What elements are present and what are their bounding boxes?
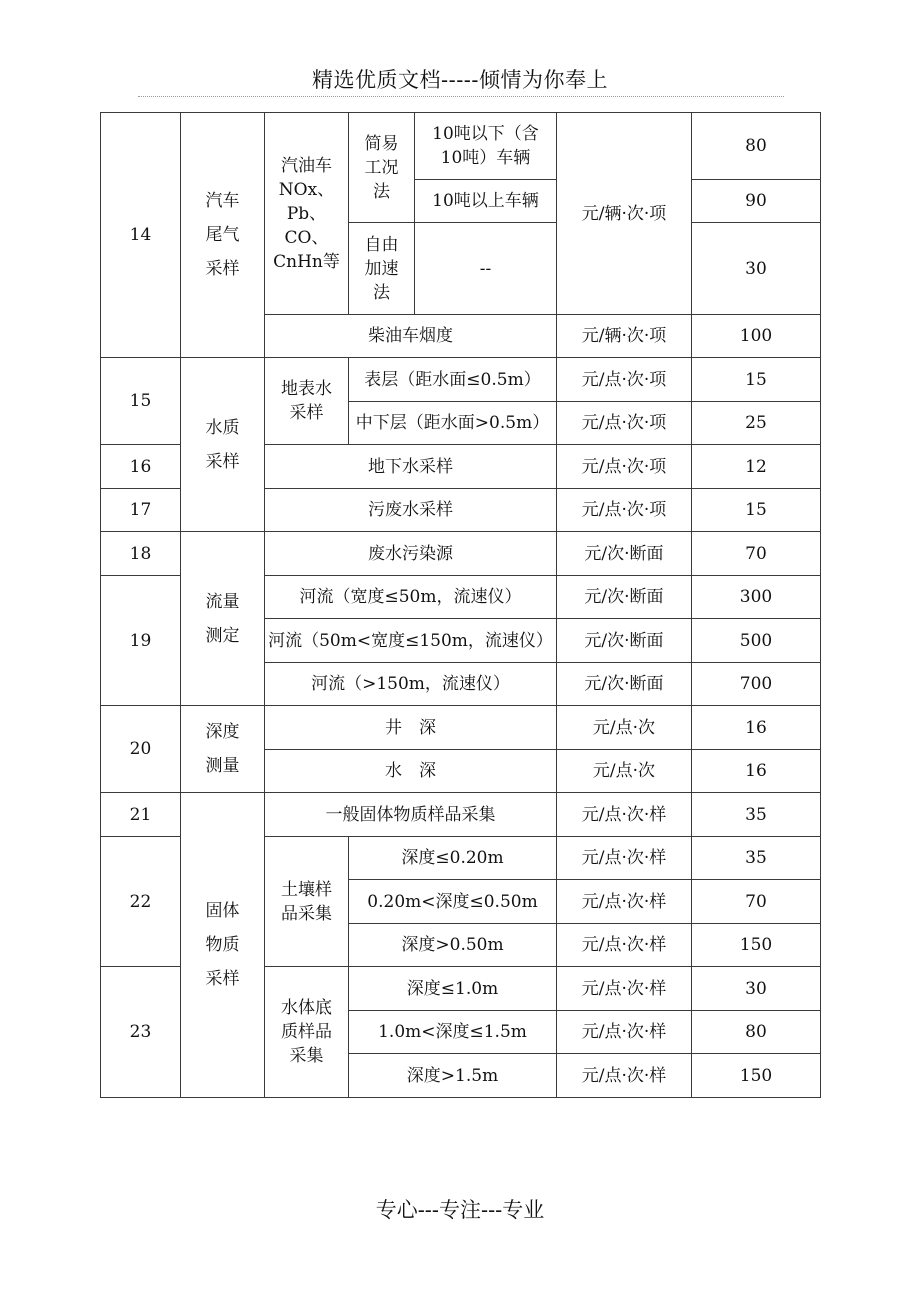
price-cell: 15 bbox=[692, 358, 821, 402]
price-cell: 500 bbox=[692, 619, 821, 663]
table-row bbox=[101, 793, 821, 837]
unit-cell: 元/次·断面 bbox=[557, 663, 692, 706]
item-cell: 中下层（距水面>0.5m） bbox=[349, 402, 557, 445]
item-cell: 0.20m<深度≤0.50m bbox=[349, 880, 557, 924]
price-cell: 150 bbox=[692, 924, 821, 967]
row-number: 20 bbox=[101, 706, 181, 793]
unit-cell: 元/次·断面 bbox=[557, 619, 692, 663]
row-number: 18 bbox=[101, 532, 181, 576]
category-label: 深度测量 bbox=[205, 722, 240, 776]
item-cell: 地下水采样 bbox=[265, 445, 557, 489]
price-cell: 15 bbox=[692, 489, 821, 532]
fee-table bbox=[100, 112, 821, 1098]
item-cell: 河流（宽度≤50m，流速仪） bbox=[265, 576, 557, 619]
unit-cell: 元/点·次 bbox=[557, 706, 692, 750]
page-footer: 专心---专注---专业 bbox=[375, 1198, 545, 1222]
method-label: 自由加速法 bbox=[364, 234, 399, 303]
item-cell: 表层（距水面≤0.5m） bbox=[349, 358, 557, 402]
price-cell: 150 bbox=[692, 1054, 821, 1098]
price-cell: 16 bbox=[692, 750, 821, 793]
category-cell bbox=[181, 793, 265, 1098]
subcategory-label: 水体底质样品采集 bbox=[281, 998, 332, 1066]
table-row bbox=[101, 113, 821, 180]
item-cell: 深度>1.5m bbox=[349, 1054, 557, 1098]
unit-cell: 元/点·次·样 bbox=[557, 924, 692, 967]
method-label: 简易工况法 bbox=[364, 133, 399, 202]
subcategory-label: 土壤样品采集 bbox=[281, 879, 332, 924]
item-cell: 废水污染源 bbox=[265, 532, 557, 576]
price-cell: 70 bbox=[692, 532, 821, 576]
item-cell: 柴油车烟度 bbox=[265, 315, 557, 358]
category-label: 流量测定 bbox=[205, 591, 240, 646]
item-cell: 1.0m<深度≤1.5m bbox=[349, 1011, 557, 1054]
subcategory-cell bbox=[265, 967, 349, 1098]
item-cell bbox=[415, 113, 557, 180]
item-cell: 深度≤1.0m bbox=[349, 967, 557, 1011]
price-cell: 25 bbox=[692, 402, 821, 445]
item-cell: 一般固体物质样品采集 bbox=[265, 793, 557, 837]
row-number: 14 bbox=[101, 113, 181, 358]
item-cell: 污废水采样 bbox=[265, 489, 557, 532]
row-number: 23 bbox=[101, 967, 181, 1098]
subcategory-cell bbox=[265, 358, 349, 445]
unit-cell: 元/次·断面 bbox=[557, 576, 692, 619]
price-cell: 35 bbox=[692, 837, 821, 880]
price-cell: 16 bbox=[692, 706, 821, 750]
price-cell: 700 bbox=[692, 663, 821, 706]
row-number: 17 bbox=[101, 489, 181, 532]
item-label: 10吨以下（含10吨）车辆 bbox=[432, 124, 539, 168]
unit-cell: 元/点·次·项 bbox=[557, 489, 692, 532]
unit-cell: 元/点·次·样 bbox=[557, 793, 692, 837]
table-row bbox=[101, 358, 821, 402]
item-cell: 10吨以上车辆 bbox=[415, 180, 557, 223]
category-label: 汽车尾气采样 bbox=[205, 191, 240, 279]
pollutant-cell bbox=[265, 113, 349, 315]
price-cell: 90 bbox=[692, 180, 821, 223]
item-cell: 深度>0.50m bbox=[349, 924, 557, 967]
price-cell: 300 bbox=[692, 576, 821, 619]
item-cell: 深度≤0.20m bbox=[349, 837, 557, 880]
table-row bbox=[101, 706, 821, 750]
row-number: 19 bbox=[101, 576, 181, 706]
subcategory-label: 地表水采样 bbox=[281, 379, 332, 423]
category-cell bbox=[181, 358, 265, 532]
subcategory-cell bbox=[265, 837, 349, 967]
price-cell: 12 bbox=[692, 445, 821, 489]
page-header: 精选优质文档-----倾情为你奉上 bbox=[312, 68, 608, 92]
unit-cell: 元/次·断面 bbox=[557, 532, 692, 576]
row-number: 21 bbox=[101, 793, 181, 837]
item-cell: 河流（50m<宽度≤150m，流速仪） bbox=[265, 619, 557, 663]
unit-cell: 元/点·次·项 bbox=[557, 445, 692, 489]
price-cell: 80 bbox=[692, 113, 821, 180]
unit-cell: 元/辆·次·项 bbox=[557, 315, 692, 358]
price-cell: 100 bbox=[692, 315, 821, 358]
unit-cell: 元/点·次·样 bbox=[557, 967, 692, 1011]
unit-cell: 元/点·次 bbox=[557, 750, 692, 793]
price-cell: 30 bbox=[692, 223, 821, 315]
category-label: 水质采样 bbox=[205, 417, 240, 472]
price-cell: 70 bbox=[692, 880, 821, 924]
price-cell: 80 bbox=[692, 1011, 821, 1054]
unit-cell: 元/点·次·样 bbox=[557, 1011, 692, 1054]
category-cell bbox=[181, 706, 265, 793]
price-cell: 35 bbox=[692, 793, 821, 837]
category-label: 固体物质采样 bbox=[205, 901, 240, 989]
method-cell bbox=[349, 113, 415, 223]
header-divider bbox=[138, 96, 784, 97]
unit-cell: 元/点·次·样 bbox=[557, 880, 692, 924]
category-cell bbox=[181, 532, 265, 706]
category-cell bbox=[181, 113, 265, 358]
price-cell: 30 bbox=[692, 967, 821, 1011]
item-cell: 井 深 bbox=[265, 706, 557, 750]
row-number: 15 bbox=[101, 358, 181, 445]
unit-cell: 元/点·次·项 bbox=[557, 402, 692, 445]
unit-cell: 元/辆·次·项 bbox=[557, 113, 692, 315]
item-cell: -- bbox=[415, 223, 557, 315]
method-cell bbox=[349, 223, 415, 315]
unit-cell: 元/点·次·样 bbox=[557, 837, 692, 880]
table-row bbox=[101, 532, 821, 576]
unit-cell: 元/点·次·项 bbox=[557, 358, 692, 402]
unit-cell: 元/点·次·样 bbox=[557, 1054, 692, 1098]
item-cell: 河流（>150m，流速仪） bbox=[265, 663, 557, 706]
row-number: 16 bbox=[101, 445, 181, 489]
pollutant-label: 汽油车NOx、Pb、CO、CnHn等 bbox=[273, 155, 340, 272]
item-cell: 水 深 bbox=[265, 750, 557, 793]
row-number: 22 bbox=[101, 837, 181, 967]
